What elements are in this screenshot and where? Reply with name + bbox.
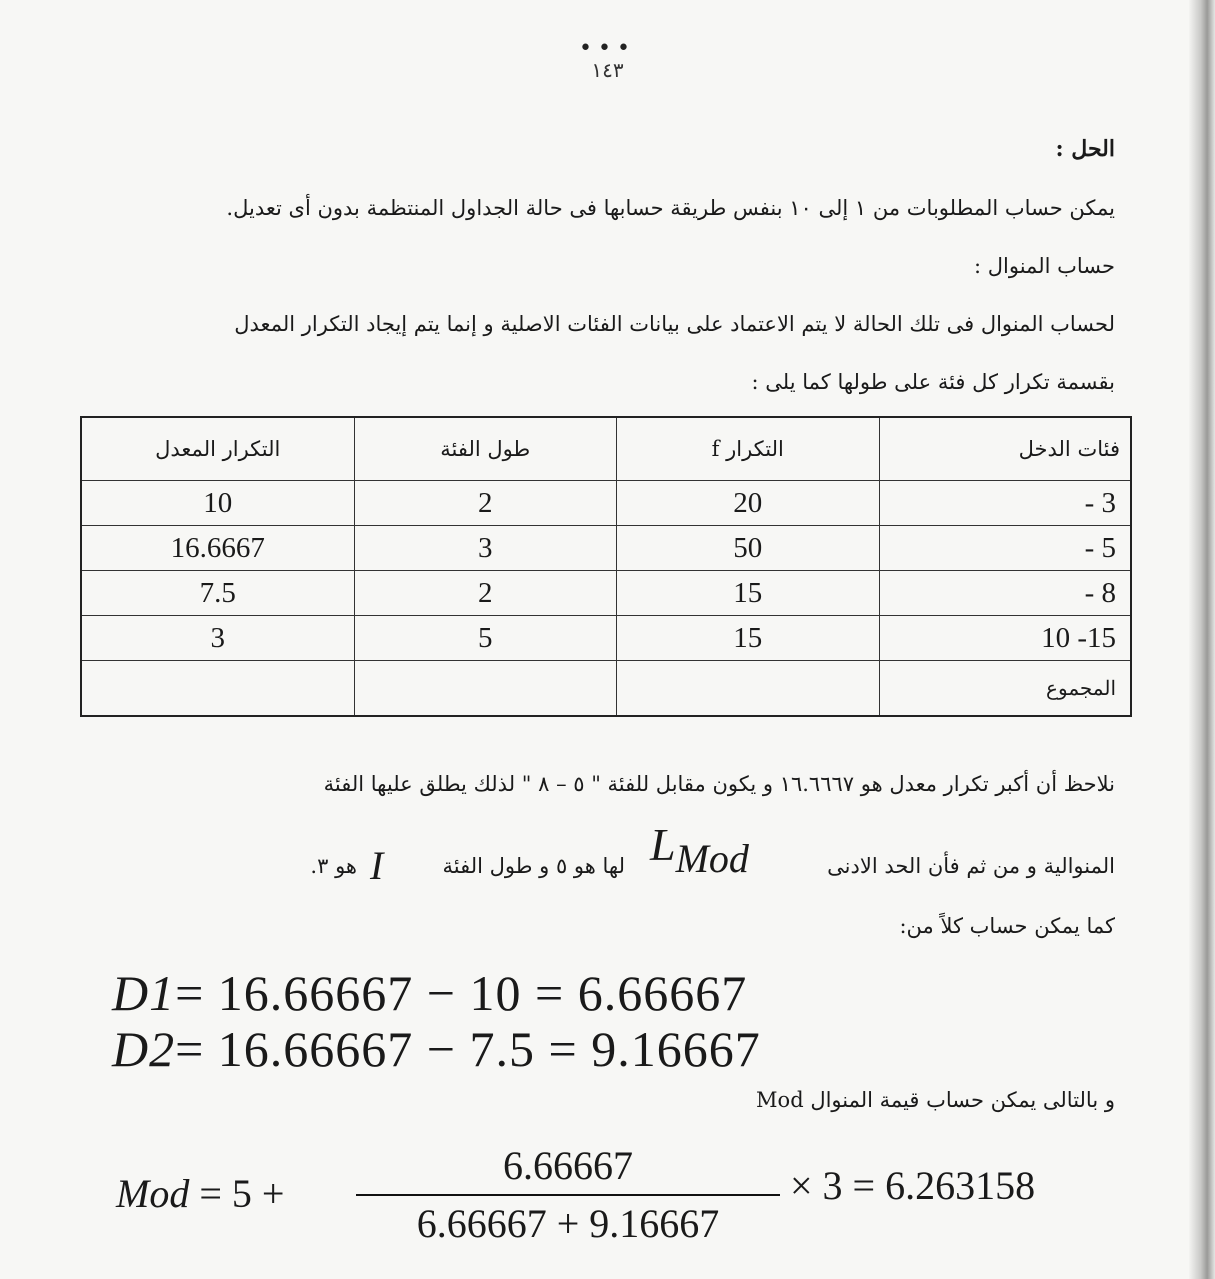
- solution-line-1: يمكن حساب المطلوبات من ١ إلى ١٠ بنفس طريقة حسابها فى حالة الجداول المنتظمة بدون أى تعديل.: [226, 196, 1115, 220]
- cell-empty: [617, 661, 880, 717]
- fraction-bar: [356, 1194, 780, 1196]
- header-class-length: طول الفئة: [354, 417, 617, 481]
- cell-empty: [81, 661, 354, 717]
- cell-adjusted: 7.5: [81, 571, 354, 616]
- note-line-2c: هو ٣.: [310, 854, 357, 878]
- page-number: ١٤٣: [591, 58, 624, 82]
- cell-adjusted: 3: [81, 616, 354, 661]
- table-total-row: [81, 661, 1131, 717]
- table-header-row: [81, 417, 1131, 481]
- d2-rhs: = 16.66667 − 7.5 = 9.16667: [175, 1021, 761, 1077]
- note-line-2a: المنوالية و من ثم فأن الحد الادنى: [827, 854, 1115, 878]
- cell-class: 3 -: [879, 481, 1131, 526]
- cell-frequency: 20: [617, 481, 880, 526]
- equation-d2: [112, 1020, 761, 1078]
- lmod-subscript: Mod: [675, 836, 749, 881]
- solution-line-3: بقسمة تكرار كل فئة على طولها كما يلى :: [751, 370, 1115, 394]
- class-length-symbol: I: [370, 843, 384, 888]
- header-frequency: التكرار f: [617, 417, 880, 481]
- page-binding-edge: [1189, 0, 1215, 1279]
- table-row: [81, 616, 1131, 661]
- fraction-numerator: 6.66667: [503, 1143, 633, 1188]
- lmod-base: L: [650, 819, 676, 870]
- lmod-symbol: [650, 818, 749, 882]
- note-line-3: كما يمكن حساب كلاً من:: [899, 914, 1115, 938]
- solution-heading: الحل :: [1055, 136, 1115, 162]
- cell-adjusted: 10: [81, 481, 354, 526]
- note-line-1: نلاحظ أن أكبر تكرار معدل هو ١٦.٦٦٦٧ و يكون مقابل للفئة " ٥ – ٨ " لذلك يطلق عليها الفئة: [323, 772, 1115, 796]
- cell-total-label: المجموع: [879, 661, 1131, 717]
- cell-length: 2: [354, 481, 617, 526]
- cell-length: 5: [354, 616, 617, 661]
- header-adjusted-frequency: التكرار المعدل: [81, 417, 354, 481]
- d1-lhs: D1: [112, 965, 176, 1021]
- mod-fraction: [356, 1142, 780, 1247]
- mode-heading: حساب المنوال :: [974, 254, 1115, 278]
- mod-lhs: Mod: [116, 1171, 190, 1216]
- cell-frequency: 50: [617, 526, 880, 571]
- table-row: [81, 571, 1131, 616]
- cell-empty: [354, 661, 617, 717]
- d1-rhs: = 16.66667 − 10 = 6.66667: [175, 965, 748, 1021]
- mod-equation-right: × 3 = 6.263158: [790, 1163, 1036, 1208]
- cell-length: 2: [354, 571, 617, 616]
- table-row: [81, 526, 1131, 571]
- mod-intro-line: و بالتالى يمكن حساب قيمة المنوال Mod: [756, 1088, 1115, 1112]
- frequency-table: [80, 416, 1132, 717]
- mod-eq-start: = 5 +: [199, 1171, 285, 1216]
- page-ornament: •••: [579, 36, 636, 61]
- mod-equation-left: [116, 1170, 284, 1217]
- cell-class: 15- 10: [879, 616, 1131, 661]
- cell-frequency: 15: [617, 616, 880, 661]
- cell-length: 3: [354, 526, 617, 571]
- header-income-classes: فئات الدخل: [879, 417, 1131, 481]
- d2-lhs: D2: [112, 1021, 176, 1077]
- cell-adjusted: 16.6667: [81, 526, 354, 571]
- fraction-denominator: 6.66667 + 9.16667: [416, 1201, 720, 1246]
- cell-class: 5 -: [879, 526, 1131, 571]
- cell-frequency: 15: [617, 571, 880, 616]
- cell-class: 8 -: [879, 571, 1131, 616]
- table-row: [81, 481, 1131, 526]
- equation-d1: [112, 964, 747, 1022]
- solution-line-2: لحساب المنوال فى تلك الحالة لا يتم الاعتماد على بيانات الفئات الاصلية و إنما يتم إيجاد التكرار المعدل: [234, 312, 1115, 336]
- note-line-2b: لها هو ٥ و طول الفئة: [442, 854, 625, 878]
